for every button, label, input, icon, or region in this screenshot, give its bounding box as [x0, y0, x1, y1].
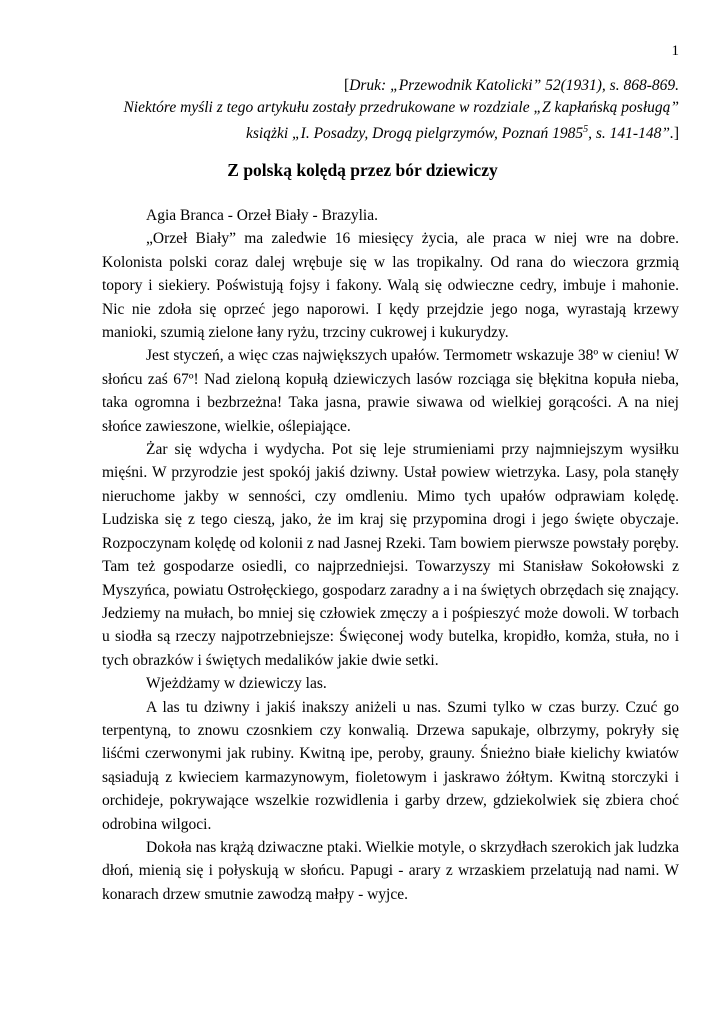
paragraph-heat: Jest styczeń, a więc czas największych upałów. Termometr wskazuje 38º w cieniu! W słońcu zaś 67º! Nad zieloną kopułą dziewiczych lasów rozciąga się błękitna kopuła nieba, taka ogromna i bezbrzeżna! Taka jasna, prawie siwawa od wielkiej gorącości. A na niej słońce zawieszone, wielkie, oślepiające. [102, 347, 679, 435]
source-note-close-bracket: ] [673, 125, 679, 143]
article-title: Z polską kolędą przez bór dziewiczy [227, 160, 498, 180]
paragraph-location: Agia Branca - Orzeł Biały - Brazylia. [146, 207, 378, 224]
paragraph-entering-forest: Wjeżdżamy w dziewiczy las. [146, 675, 327, 693]
paragraph-carol: Żar się wdycha i wydycha. Pot się leje strumieniami przy najmniejszym wysiłku mięśni. W przyrodzie jest spokój jakiś dziwny. Ustał powiew wietrzyka. Lasy, pola stanęły nieruchome jakby w senności, czy omdleniu. Mimo tych upałów odprawiam kolędę. Ludziska się z tego cieszą, jako, że im kraj się przypomina drogi i jego święte obyczaje. Rozpoczynam kolędę od kolonii z nad Jasnej Rzeki. Tam bowiem pierwsze powstały poręby. Tam też gospodarze osiedli, co najprzedniejsi. Towarzyszy mi Stanisław Sokołowski z Myszyńca, powiatu Ostrołęckiego, gospodarz zaradny a i na świętych obrzędach się znający. Jedziemy na mułach, bo mniej się człowiek zmęczy a i pośpieszyć może dowoli. W torbach u siodła są rzeczy najpotrzebniejsze: Święconej wody butelka, kropidło, komża, stuła, no i tych obrazków i świętych medalików jakie dwie setki. [102, 441, 680, 669]
source-note-open-bracket: [ [344, 77, 350, 94]
source-note [100, 75, 679, 146]
source-note-book-citation: książki „I. Posadzy, Drogą pielgrzymów, Poznań 1985 [246, 125, 584, 143]
source-note-line-1 [100, 75, 679, 97]
article-body [102, 204, 679, 906]
source-note-line-3 [100, 119, 679, 145]
source-note-line-2: Niektóre myśli z tego artykułu zostały przedrukowane w rozdziale „Z kapłańską posługą” [123, 99, 679, 117]
paragraph-birds: Dokoła nas krążą dziwaczne ptaki. Wielkie motyle, o skrzydłach szerokich jak ludzka dłoń, mienią się i połyskują w słońcu. Papugi - arary z wrzaskiem przelatują nad nami. W konarach drzew smutnie zawodzą małpy - wyjce. [102, 838, 679, 903]
source-note-print-citation: Druk: „Przewodnik Katolicki” 52(1931), s. 868-869. [349, 77, 679, 94]
source-note-superscript: 5 [583, 124, 589, 136]
paragraph-colony: „Orzeł Biały” ma zaledwie 16 miesięcy życia, ale praca w niej wre na dobre. Kolonista polski coraz dalej wrębuje się w las tropikalny. Od rana do wieczora grzmią topory i siekiery. Poświstują fojsy i fakony. Walą się odwieczne cedry, imbuje i mahonie. Nic nie zdoła się oprzeć jego naporowi. I kędy przejdzie jego noga, wyrastają krzewy manioki, szumią zielone łany ryżu, trzciny cukrowej i kukurydzy. [102, 230, 679, 342]
source-note-pages: , s. 141-148”. [588, 125, 674, 143]
page-number: 1 [671, 43, 679, 59]
paragraph-forest: A las tu dziwny i jakiś inakszy aniżeli u nas. Szumi tylko w czas burzy. Czuć go terpentyną, to znowu czosnkiem czy konwalią. Drzewa sapukaje, olbrzymy, pokryły się liśćmi czerwonymi jak rubiny. Kwitną ipe, peroby, grauny. Śnieżno białe kielichy kwiatów sąsiadują z kwieciem karmazynowym, fioletowym i jaskrawo żółtym. Kwitną storczyki i orchideje, pokrywające wszelkie rozwidlenia i garby drzew, gdziekolwiek się zbiera choć odrobina wilgoci. [102, 698, 679, 833]
